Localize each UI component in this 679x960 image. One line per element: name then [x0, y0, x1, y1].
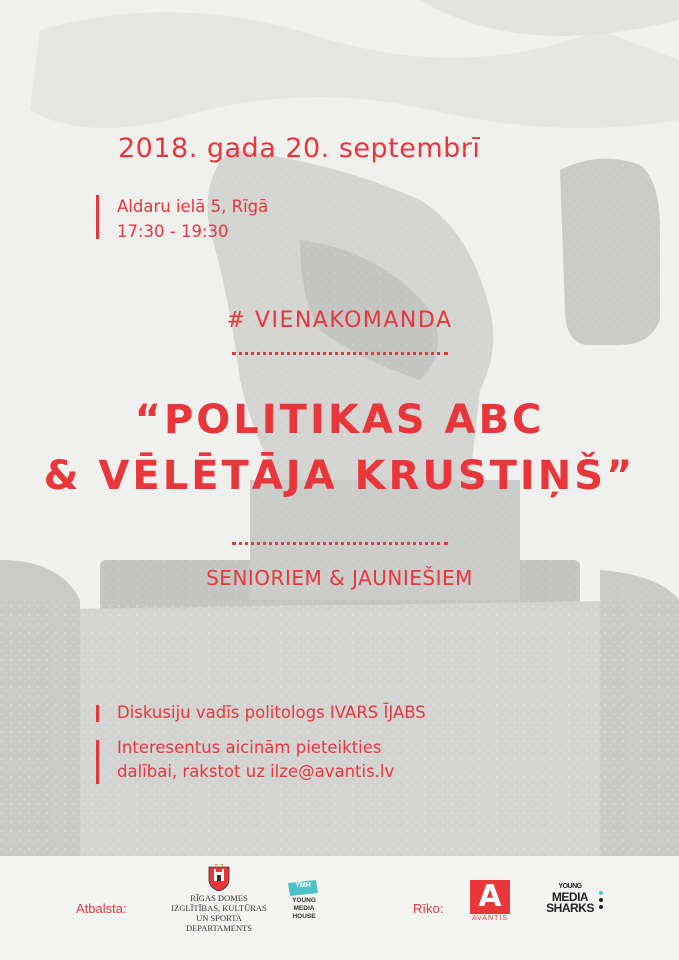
event-title-line2: & VĒLĒTĀJA KRUSTIŅŠ” — [43, 453, 636, 499]
avantis-logo-mark: A — [470, 880, 510, 914]
organizer-label: Rīko: — [413, 901, 444, 916]
young-media-house-logo — [284, 897, 324, 921]
support-label: Atbalsta: — [76, 901, 127, 916]
accent-bar — [96, 195, 99, 239]
event-title — [0, 392, 679, 504]
ymh-line3: HOUSE — [292, 913, 316, 920]
yms-line1: YOUNG — [558, 883, 582, 890]
event-title-line1: “POLITIKAS ABC — [134, 397, 545, 443]
young-media-sharks-logo — [538, 881, 602, 914]
moderator-text: Diskusiju vadīs politologs IVARS ĪJABS — [117, 703, 426, 722]
event-location-block — [117, 194, 268, 244]
event-date: 2018. gada 20. septembrī — [118, 133, 481, 164]
hashtag: # VIENAKOMANDA — [226, 308, 453, 333]
event-audience: SENIORIEM & JAUNIEŠIEM — [206, 566, 473, 590]
avantis-logo-name: AVANTIS — [472, 915, 508, 922]
invite-line2: dalībai, rakstot uz ilze@avantis.lv — [117, 762, 395, 781]
ymh-line2: MEDIA — [293, 905, 315, 912]
riga-logo-line2: IZGLĪTĪBAS, KULTŪRAS — [171, 903, 267, 913]
dotted-divider-bottom — [232, 542, 448, 545]
event-time: 17:30 - 19:30 — [117, 222, 229, 241]
riga-department-logo — [163, 893, 275, 933]
accent-bar — [96, 740, 99, 784]
ymh-line1: YOUNG — [292, 897, 316, 904]
ymh-badge-text: YMH — [295, 882, 311, 889]
riga-coat-of-arms-icon — [205, 864, 233, 892]
riga-logo-line3: UN SPORTA DEPARTAMENTS — [185, 913, 253, 933]
yms-line2: MEDIA — [551, 890, 589, 904]
yms-line3: SHARKS — [546, 901, 594, 915]
yms-dots-icon — [598, 890, 604, 910]
riga-logo-line1: RĪGAS DOMES — [190, 893, 248, 903]
dotted-divider-top — [232, 352, 448, 355]
invite-text — [117, 736, 394, 784]
event-address: Aldaru ielā 5, Rīgā — [117, 197, 269, 216]
invite-line1: Interesentus aicinām pieteikties — [117, 738, 382, 757]
accent-bar — [96, 705, 99, 722]
